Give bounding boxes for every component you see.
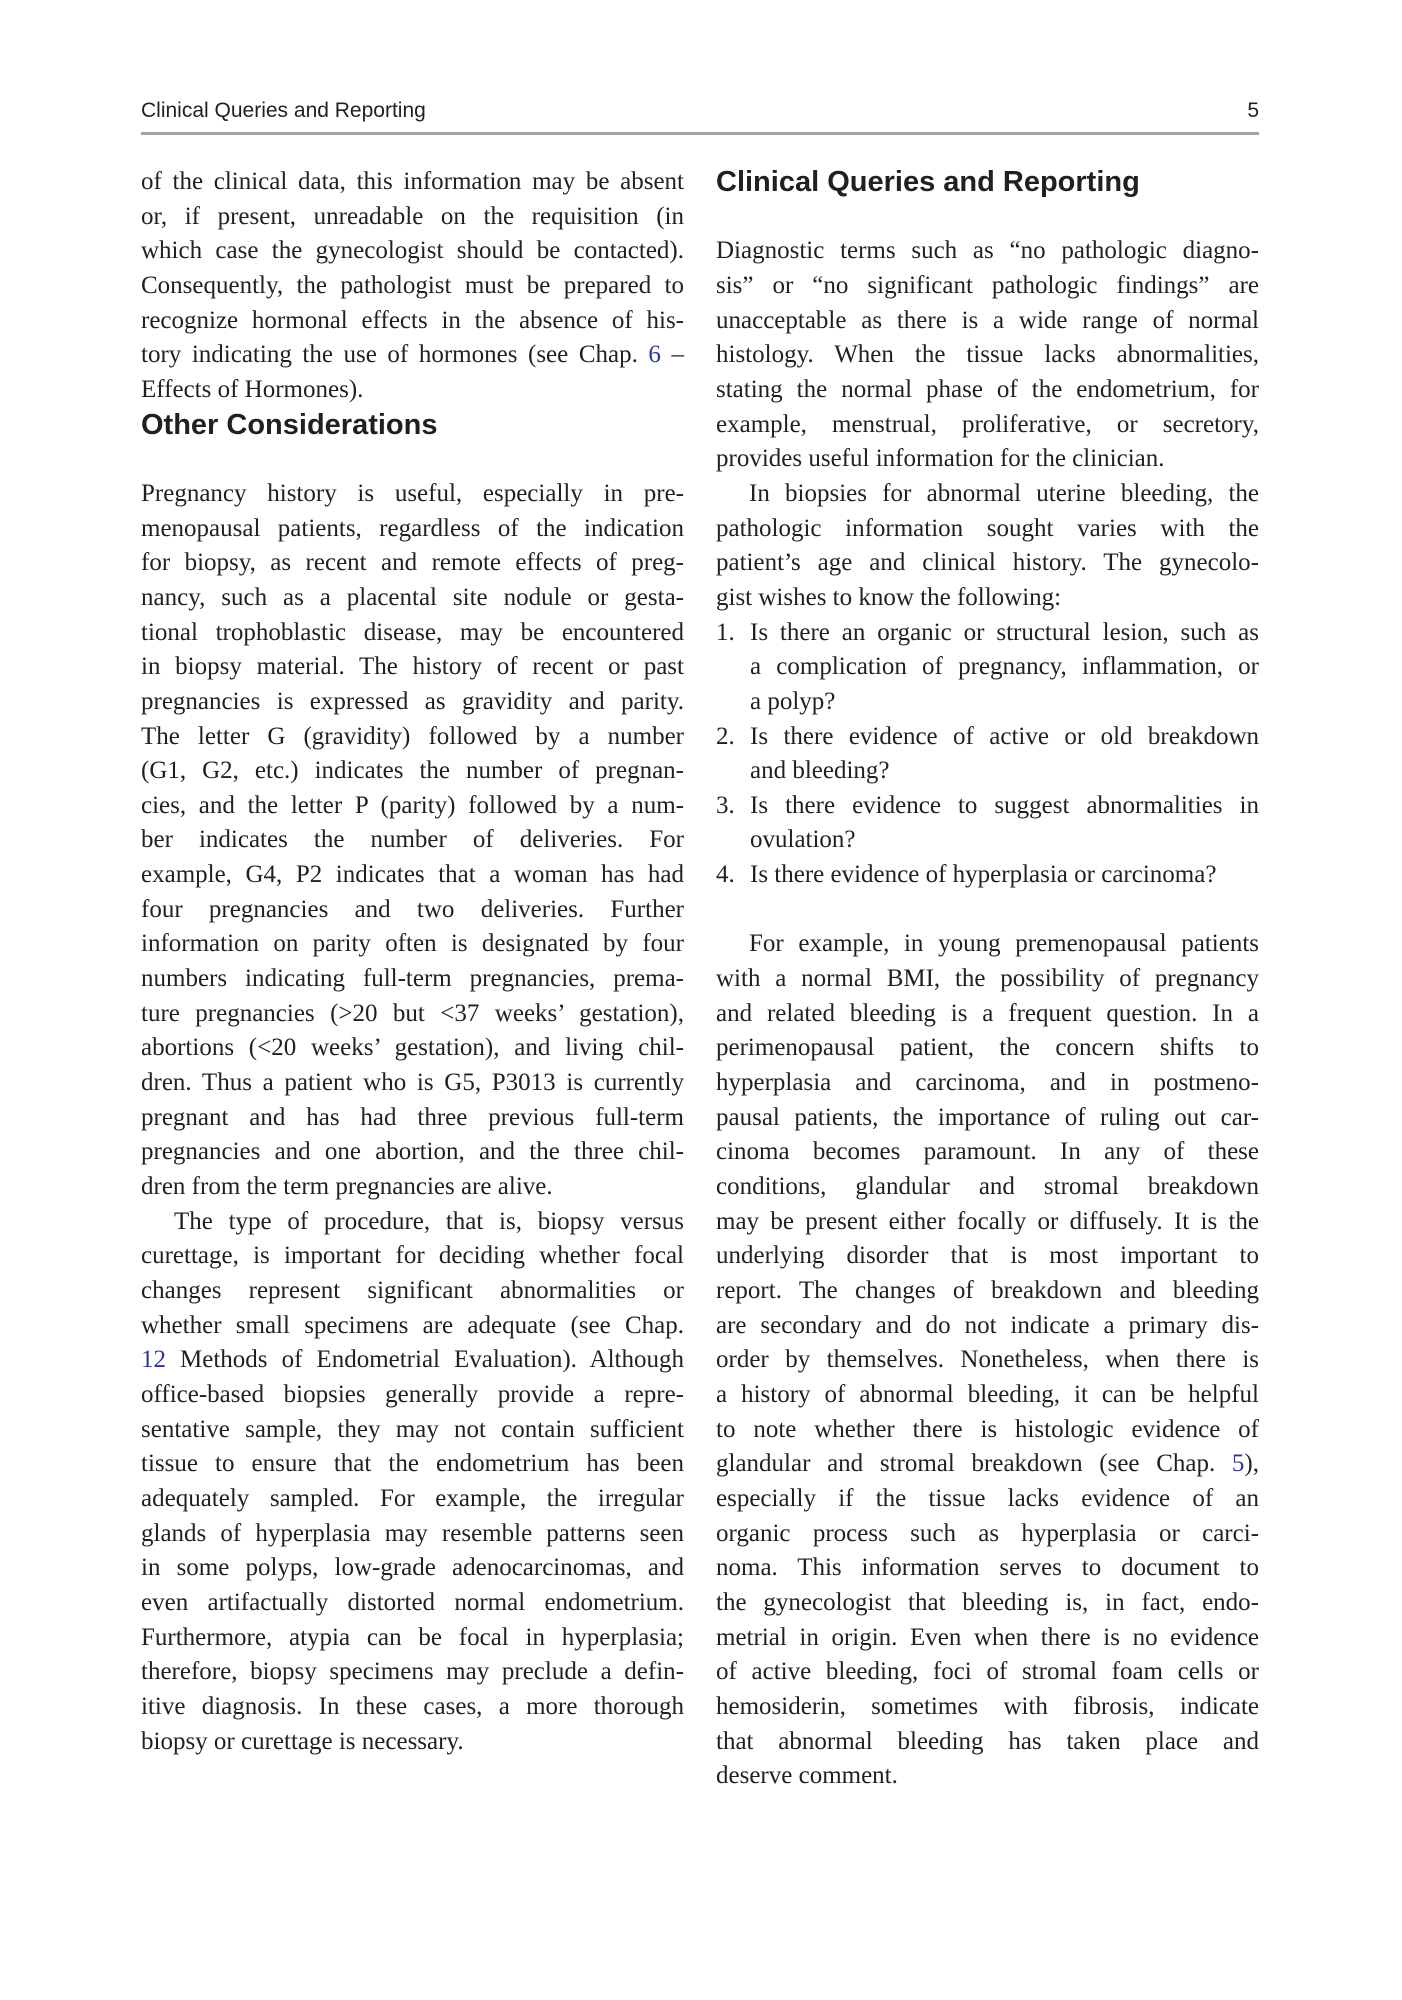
text-line: Pregnancy history is useful, especially in pre- (141, 479, 684, 507)
text-line: of the clinical data, this information may be absent (141, 168, 684, 195)
text-line: In biopsies for abnormal uterine bleeding, the (749, 479, 1259, 507)
text-line: or, if present, unreadable on the requisition (in (141, 202, 684, 230)
text-line: Furthermore, atypia can be focal in hyperplasia; (141, 1623, 684, 1651)
text-line: cinoma becomes paramount. In any of these (716, 1138, 1259, 1166)
text-line: hyperplasia and carcinoma, and in postmeno- (716, 1069, 1259, 1097)
text-line: tissue to ensure that the endometrium has been (141, 1450, 684, 1478)
paragraph (716, 927, 1259, 1793)
text-line: to note whether there is histologic evidence of (716, 1415, 1259, 1443)
list-number: 1. (716, 618, 735, 646)
text-line: information on parity often is designated by four (141, 930, 684, 958)
chapter-link[interactable]: 12 (141, 1346, 166, 1374)
text-line: which case the gynecologist should be contacted). (141, 237, 684, 265)
text-line: organic process such as hyperplasia or carci- (716, 1519, 1259, 1547)
text-line: numbers indicating full-term pregnancies, prema- (141, 965, 684, 993)
paragraph (716, 234, 1259, 477)
text-run: glandular and stromal breakdown (see Chap. (716, 1450, 1232, 1478)
text-line: biopsy or curettage is necessary. (141, 1727, 464, 1755)
list-item-text (750, 789, 1259, 858)
text-line: a polyp? (750, 687, 836, 715)
text-line: deserve comment. (716, 1762, 898, 1790)
text-line: hemosiderin, sometimes with fibrosis, indicate (716, 1692, 1259, 1720)
running-header-title: Clinical Queries and Reporting (141, 99, 426, 122)
list-item (716, 789, 1259, 858)
text-line: a history of abnormal bleeding, it can be helpful (716, 1380, 1259, 1408)
text-line: (G1, G2, etc.) indicates the number of pregnan- (141, 757, 684, 785)
text-line: The type of procedure, that is, biopsy versus (174, 1207, 684, 1235)
text-line: the gynecologist that bleeding is, in fact, endo- (716, 1588, 1259, 1616)
text-line: for biopsy, as recent and remote effects of preg- (141, 549, 684, 577)
left-column (141, 165, 684, 1759)
text-line: changes represent significant abnormalities or (141, 1277, 684, 1304)
text-line: glands of hyperplasia may resemble patterns seen (141, 1519, 684, 1547)
text-line: Diagnostic terms such as “no pathologic diagno- (716, 237, 1259, 265)
list-item-text (750, 616, 1259, 720)
text-line: Is there evidence of active or old breakdown (750, 722, 1259, 750)
text-line: dren. Thus a patient who is G5, P3013 is currently (141, 1069, 684, 1097)
text-line: For example, in young premenopausal patients (749, 930, 1259, 958)
list-item (716, 858, 1259, 893)
text-line: even artifactually distorted normal endometrium. (141, 1588, 684, 1616)
numbered-list (716, 616, 1259, 893)
text-line: abortions (<20 weeks’ gestation), and living chil- (141, 1034, 684, 1062)
list-item-text (750, 720, 1259, 789)
list-item (716, 616, 1259, 720)
text-line: ture pregnancies (>20 but <37 weeks’ gestation), (141, 999, 684, 1027)
text-line: pausal patients, the importance of ruling out car- (716, 1103, 1259, 1131)
text-line: Is there evidence of hyperplasia or carcinoma? (750, 861, 1217, 889)
text-line: in some polyps, low-grade adenocarcinomas, and (141, 1554, 684, 1582)
text-line: gist wishes to know the following: (716, 583, 1062, 611)
chapter-link[interactable]: 5 (1231, 1450, 1245, 1478)
text-line: example, G4, P2 indicates that a woman has had (141, 861, 684, 889)
text-line: example, menstrual, proliferative, or secretory, (716, 410, 1259, 438)
text-run: – (660, 341, 684, 369)
text-line: recognize hormonal effects in the absence of his- (141, 306, 684, 334)
list-number: 4. (716, 861, 735, 889)
text-line: stating the normal phase of the endometrium, for (716, 375, 1259, 403)
text-run: tory indicating the use of hormones (see Chap. (141, 341, 649, 369)
header-rule (141, 132, 1259, 135)
text-line: therefore, biopsy specimens may preclude a defin- (141, 1658, 684, 1686)
text-line: and bleeding? (750, 757, 890, 785)
text-line: Effects of Hormones). (141, 375, 364, 403)
paragraph (141, 165, 684, 408)
section-heading: Other Considerations (141, 408, 438, 441)
text-run: ), (1244, 1450, 1259, 1478)
text-line: conditions, glandular and stromal breakdown (716, 1173, 1259, 1201)
text-line: patient’s age and clinical history. The gynecolo- (716, 549, 1259, 577)
text-line: perimenopausal patient, the concern shifts to (716, 1034, 1259, 1062)
text-line: Is there an organic or structural lesion, such as (750, 618, 1259, 646)
text-line: whether small specimens are adequate (see Chap. (141, 1311, 684, 1339)
text-line (141, 1343, 684, 1378)
text-line: of active bleeding, foci of stromal foam cells or (716, 1658, 1259, 1686)
page-number: 5 (1247, 99, 1259, 122)
text-line: curettage, is important for deciding whether focal (141, 1242, 684, 1270)
section-heading: Clinical Queries and Reporting (716, 166, 1140, 198)
list-number: 2. (716, 722, 735, 750)
text-line: tional trophoblastic disease, may be encountered (141, 618, 684, 646)
text-line: especially if the tissue lacks evidence of an (716, 1484, 1259, 1512)
text-line: may be present either focally or diffusely. It is the (716, 1207, 1259, 1235)
text-line: metrial in origin. Even when there is no evidence (716, 1623, 1259, 1651)
text-line: provides useful information for the clinician. (716, 445, 1165, 473)
text-line: cies, and the letter P (parity) followed by a num- (141, 791, 684, 819)
paragraph (141, 1205, 684, 1760)
right-column (716, 165, 1259, 1794)
text-line: pregnancies and one abortion, and the three chil- (141, 1138, 684, 1166)
text-line: histology. When the tissue lacks abnormalities, (716, 341, 1259, 369)
text-line: sentative sample, they may not contain sufficient (141, 1415, 684, 1443)
text-line: Consequently, the pathologist must be prepared to (141, 271, 684, 299)
text-line: Is there evidence to suggest abnormalities in (750, 791, 1259, 819)
text-line: unacceptable as there is a wide range of normal (716, 306, 1259, 334)
text-run: Methods of Endometrial Evaluation). Although (166, 1346, 684, 1374)
text-line: office-based biopsies generally provide a repre- (141, 1380, 684, 1408)
text-line: nancy, such as a placental site nodule or gesta- (141, 583, 684, 611)
text-line: pregnancies is expressed as gravidity and parity. (141, 687, 684, 715)
text-line: pathologic information sought varies with the (716, 514, 1259, 542)
text-line: underlying disorder that is most important to (716, 1242, 1259, 1270)
text-line: noma. This information serves to document to (716, 1554, 1259, 1582)
text-line (141, 338, 684, 373)
text-line: ovulation? (750, 826, 856, 854)
chapter-link[interactable]: 6 (648, 341, 661, 369)
list-item-text (750, 858, 1259, 893)
text-line: with a normal BMI, the possibility of pregnancy (716, 965, 1259, 993)
text-line: The letter G (gravidity) followed by a number (141, 722, 684, 750)
text-line: in biopsy material. The history of recent or past (141, 653, 684, 681)
paragraph (141, 477, 684, 1205)
text-line: ber indicates the number of deliveries. For (141, 826, 684, 854)
text-line: and related bleeding is a frequent question. In a (716, 999, 1259, 1027)
running-header (141, 97, 1259, 125)
text-line: sis” or “no significant pathologic findings” are (716, 271, 1259, 299)
text-line (716, 1447, 1259, 1482)
text-line: that abnormal bleeding has taken place and (716, 1727, 1259, 1755)
text-line: four pregnancies and two deliveries. Further (141, 895, 684, 923)
text-line: a complication of pregnancy, inflammation, or (750, 653, 1259, 681)
text-line: dren from the term pregnancies are alive. (141, 1173, 553, 1201)
list-number: 3. (716, 791, 735, 819)
list-item (716, 720, 1259, 789)
paragraph (716, 477, 1259, 616)
text-line: pregnant and has had three previous full-term (141, 1103, 684, 1131)
text-line: are secondary and do not indicate a primary dis- (716, 1311, 1259, 1339)
text-line: adequately sampled. For example, the irregular (141, 1484, 684, 1512)
text-line: report. The changes of breakdown and bleeding (716, 1277, 1259, 1304)
text-line: menopausal patients, regardless of the indication (141, 514, 684, 542)
text-line: itive diagnosis. In these cases, a more thorough (141, 1692, 684, 1720)
text-line: order by themselves. Nonetheless, when there is (716, 1346, 1259, 1374)
